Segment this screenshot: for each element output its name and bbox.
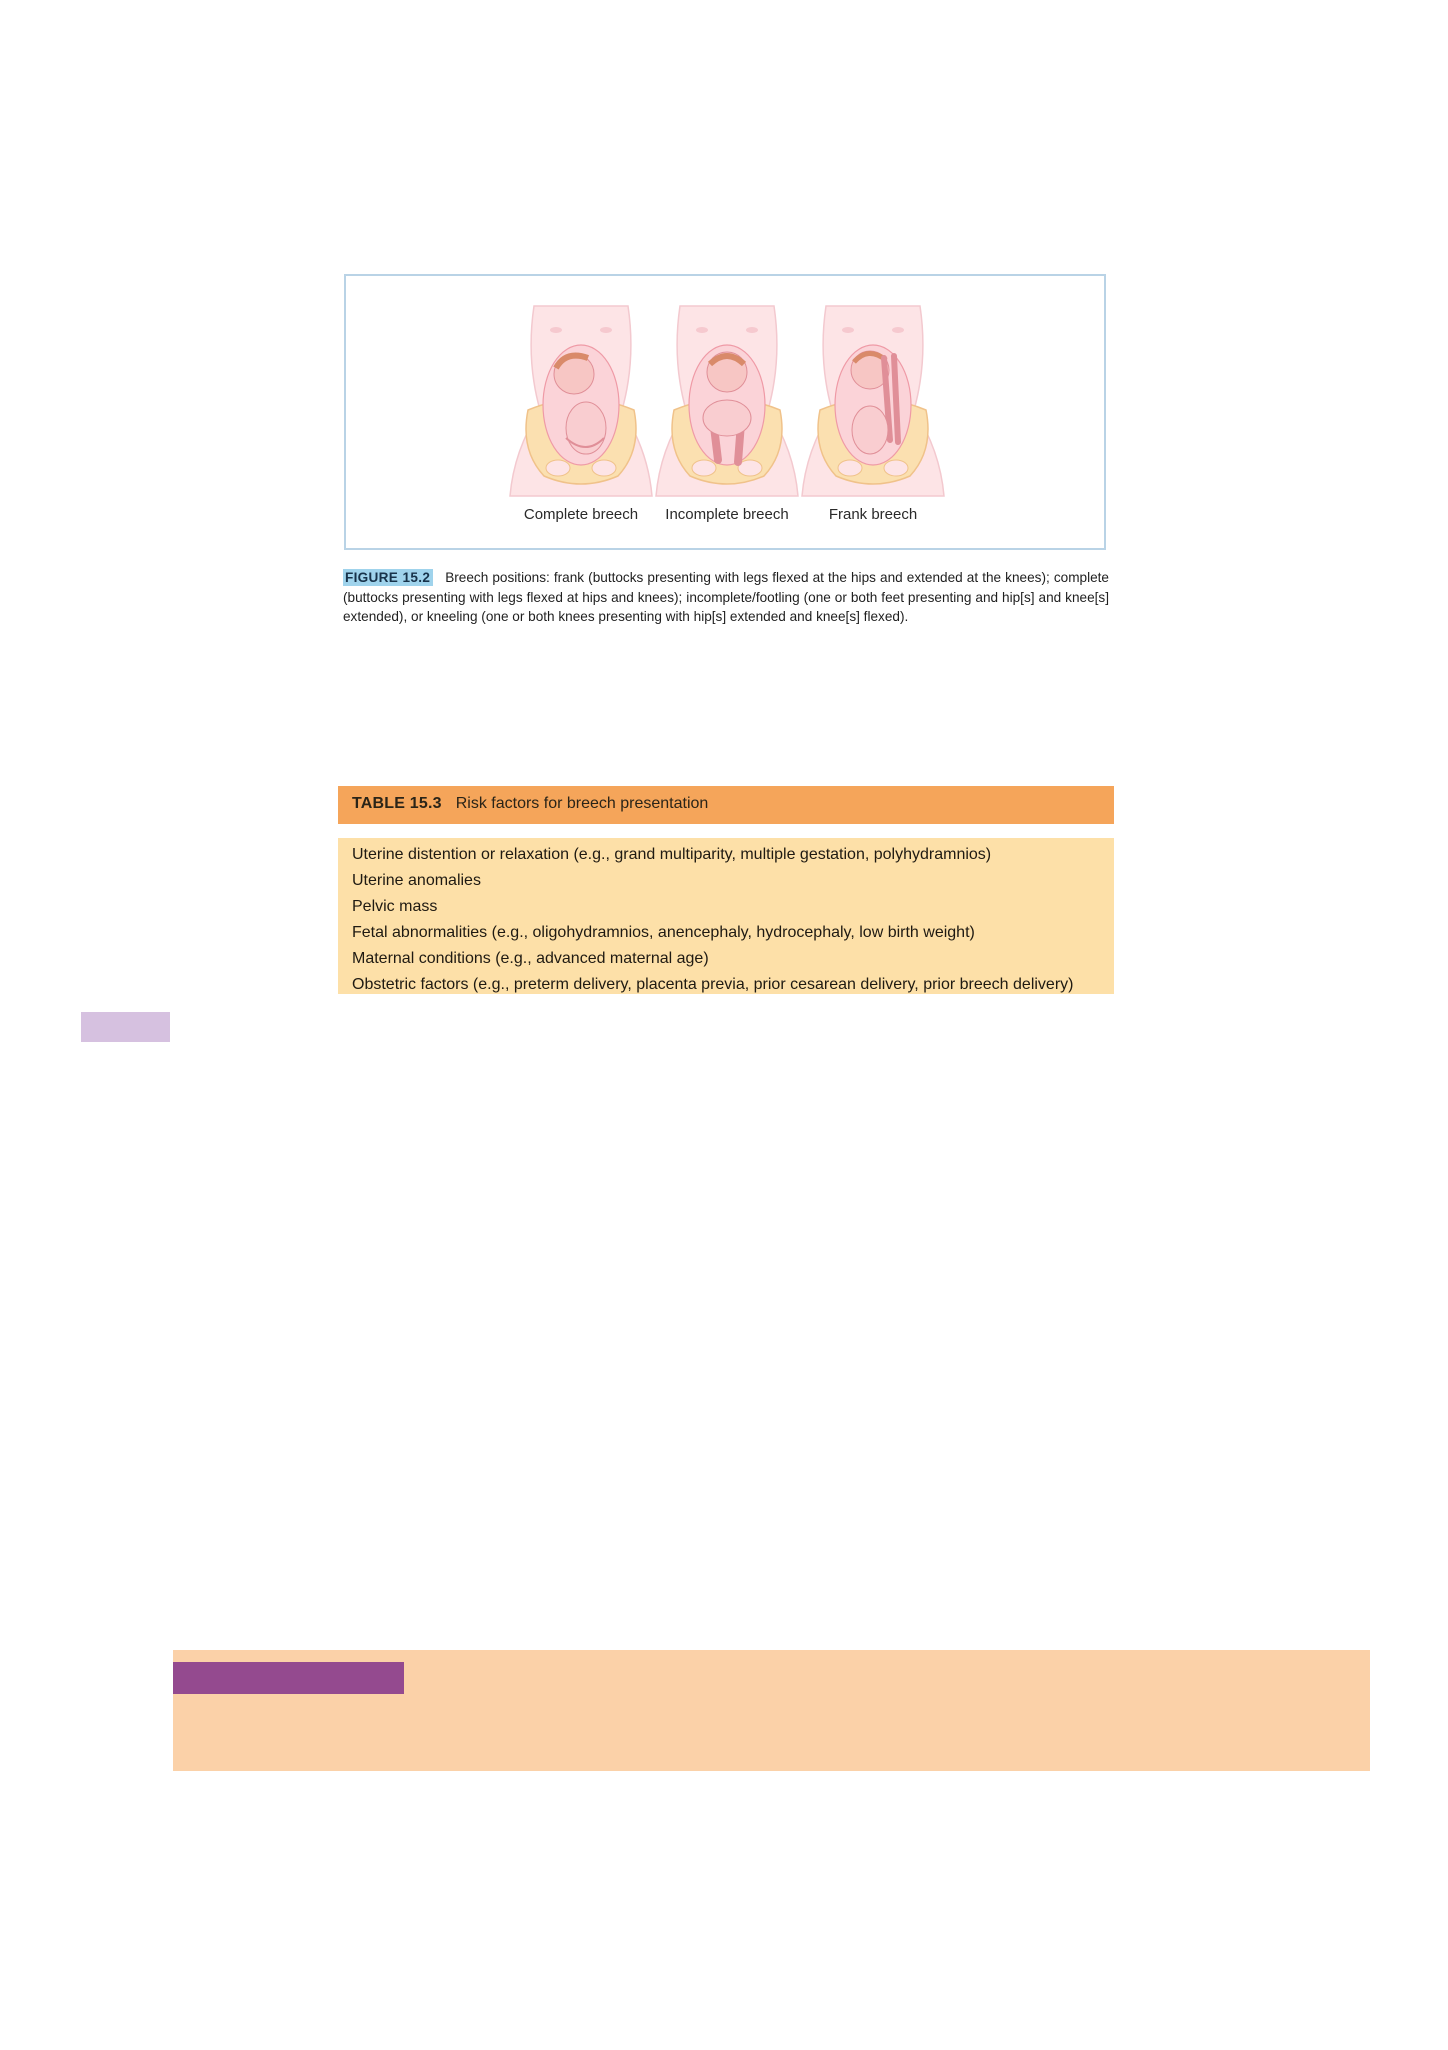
- side-tab-marker: [81, 1012, 170, 1042]
- table-row: Maternal conditions (e.g., advanced maternal age): [352, 950, 709, 967]
- table-row: Uterine anomalies: [352, 872, 481, 889]
- panel-label: Complete breech: [523, 506, 639, 523]
- table-title: Risk factors for breech presentation: [455, 795, 709, 812]
- figure-number: FIGURE 15.2: [343, 569, 433, 586]
- callout-tab: [173, 1662, 404, 1694]
- figure-caption: [343, 568, 1109, 627]
- figure-frame: [344, 274, 1106, 550]
- table-number: TABLE 15.3: [352, 795, 442, 812]
- table-row: Pelvic mass: [352, 898, 438, 915]
- figure-caption-text: Breech positions: frank (buttocks presenting with legs flexed at the hips and extended at the knees); complete (buttocks presenting with legs flexed at hips and knees); incomplete/footling (one or both feet presenting and hip[s] and knee[s] extended), or kneeling (one or both knees presenting with hip[s] extended and knee[s] flexed).: [343, 570, 1109, 625]
- table-row: Uterine distention or relaxation (e.g., grand multiparity, multiple gestation, polyhydramnios): [352, 846, 992, 863]
- complete-breech-illustration: [506, 300, 656, 500]
- table-body: [338, 838, 1114, 994]
- table-row: Obstetric factors (e.g., preterm delivery, placenta previa, prior cesarean delivery, prior breech delivery): [352, 976, 1074, 993]
- table-row: Fetal abnormalities (e.g., oligohydramnios, anencephaly, hydrocephaly, low birth weight): [352, 924, 975, 941]
- panel-label: Incomplete breech: [665, 506, 789, 523]
- table-header: [338, 786, 1114, 824]
- incomplete-breech-illustration: [652, 300, 802, 500]
- panel-label: Frank breech: [828, 506, 918, 523]
- frank-breech-illustration: [798, 300, 948, 500]
